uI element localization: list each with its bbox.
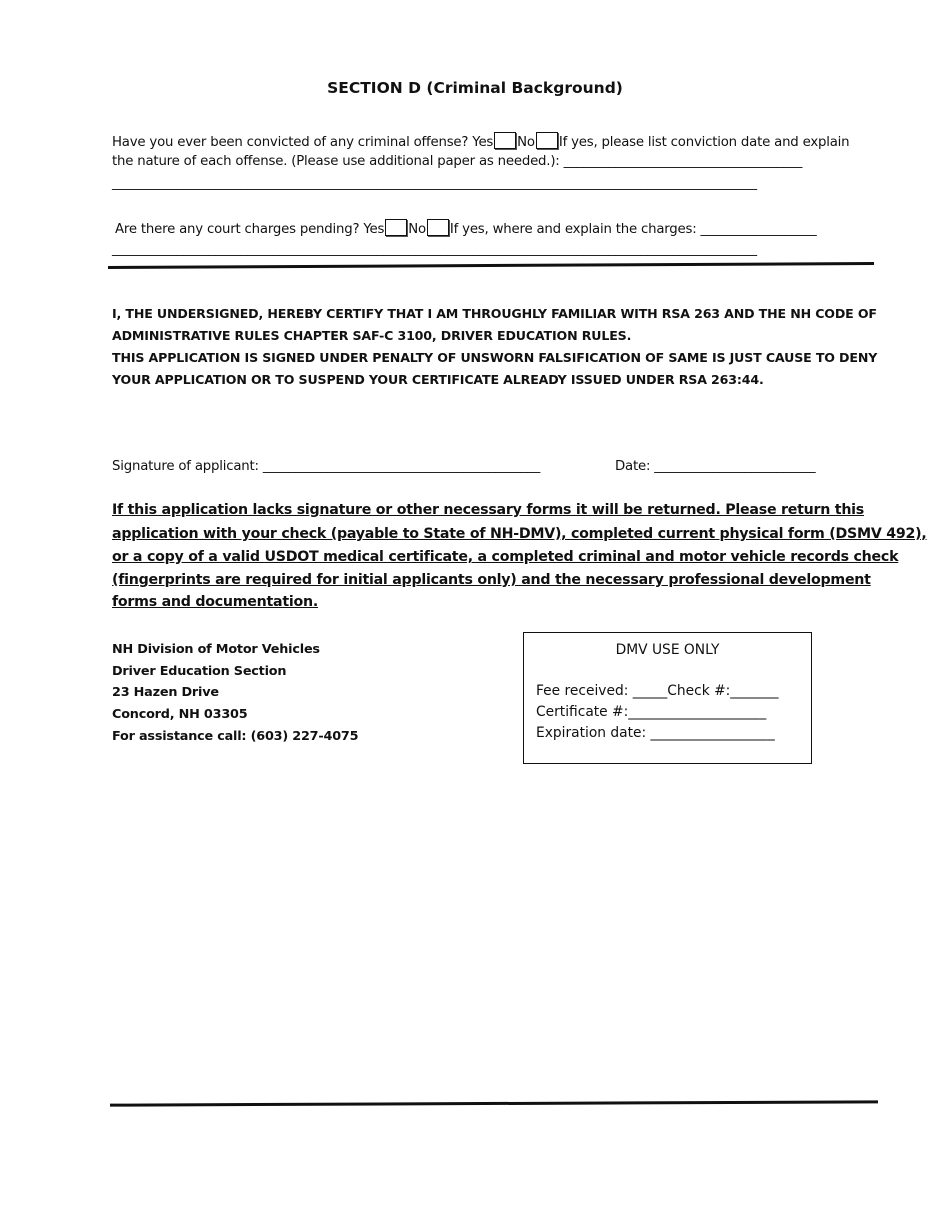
- conviction-no-label: No: [517, 135, 535, 150]
- conviction-explain-text: If yes, please list conviction date and explain: [558, 135, 850, 150]
- conviction-question: [112, 132, 849, 150]
- notice-line: forms and documentation.: [112, 594, 319, 610]
- certificate-number-field: Certificate #:____________________: [536, 704, 767, 720]
- address-line: 23 Hazen Drive: [112, 685, 219, 700]
- date-field[interactable]: Date: _________________________: [615, 459, 816, 474]
- address-line: Concord, NH 03305: [112, 707, 248, 722]
- address-line: NH Division of Motor Vehicles: [112, 642, 320, 657]
- conviction-explain-field[interactable]: the nature of each offense. (Please use additional paper as needed.): _____________________________________: [112, 154, 803, 169]
- charges-no-checkbox[interactable]: [427, 219, 449, 236]
- conviction-extra-line[interactable]: ____________________________________________________________________________________________________: [112, 176, 757, 191]
- section-title: SECTION D (Criminal Background): [327, 79, 623, 97]
- charges-explain-text: If yes, where and explain the charges: __________________: [449, 222, 817, 237]
- conviction-no-checkbox[interactable]: [536, 132, 558, 149]
- expiration-date-field: Expiration date: __________________: [536, 725, 775, 741]
- signature-field[interactable]: Signature of applicant: ___________________________________________: [112, 459, 541, 474]
- charges-question-text: Are there any court charges pending? Yes: [115, 222, 385, 237]
- conviction-yes-checkbox[interactable]: [494, 132, 516, 149]
- assistance-phone: For assistance call: (603) 227-4075: [112, 729, 359, 744]
- charges-no-label: No: [408, 222, 426, 237]
- section-divider-top: [108, 262, 874, 269]
- address-line: Driver Education Section: [112, 664, 287, 679]
- certification-line: I, THE UNDERSIGNED, HEREBY CERTIFY THAT I AM THROUGHLY FAMILIAR WITH RSA 263 AND THE NH CODE OF: [112, 306, 877, 321]
- charges-yes-checkbox[interactable]: [385, 219, 407, 236]
- charges-question: [115, 219, 817, 237]
- notice-line: or a copy of a valid USDOT medical certificate, a completed criminal and motor vehicle records check: [112, 549, 899, 565]
- certification-line: ADMINISTRATIVE RULES CHAPTER SAF-C 3100, DRIVER EDUCATION RULES.: [112, 328, 632, 343]
- notice-line: application with your check (payable to State of NH-DMV), completed current physical form (DSMV 492),: [112, 526, 927, 542]
- dmv-use-only-heading: DMV USE ONLY: [615, 642, 720, 658]
- section-divider-bottom: [110, 1100, 878, 1106]
- charges-extra-line[interactable]: ____________________________________________________________________________________________________: [112, 242, 757, 257]
- certification-line: YOUR APPLICATION OR TO SUSPEND YOUR CERTIFICATE ALREADY ISSUED UNDER RSA 263:44.: [112, 372, 764, 387]
- notice-line: If this application lacks signature or other necessary forms it will be returned. Please return this: [112, 502, 864, 518]
- notice-line: (fingerprints are required for initial applicants only) and the necessary professional development: [112, 572, 871, 588]
- conviction-question-text: Have you ever been convicted of any criminal offense? Yes: [112, 135, 494, 150]
- dmv-use-only-box: [523, 632, 812, 764]
- certification-line: THIS APPLICATION IS SIGNED UNDER PENALTY OF UNSWORN FALSIFICATION OF SAME IS JUST CAUSE TO DENY: [112, 350, 878, 365]
- fee-received-field: Fee received: _____Check #:_______: [536, 683, 779, 699]
